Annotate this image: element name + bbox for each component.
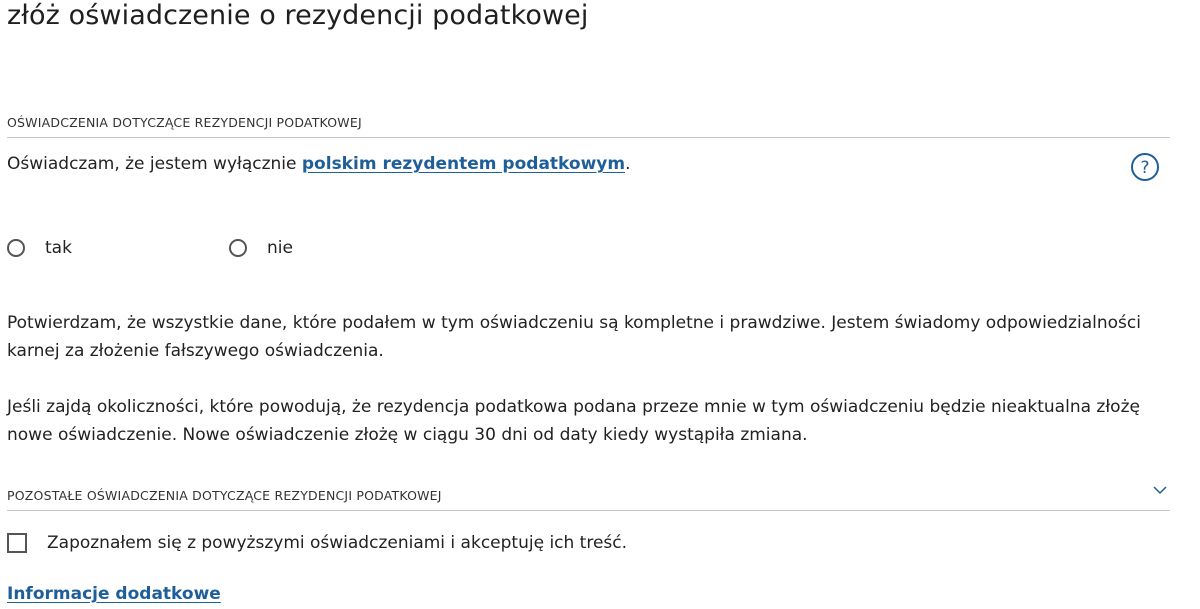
statement-prefix: Oświadczam, że jestem wyłącznie <box>7 154 302 174</box>
confirmation-paragraph-1: Potwierdzam, że wszystkie dane, które podałem w tym oświadczeniu są kompletne i prawdziwe. Jestem świadomy odpowiedzialności karnej za złożenie fałszywego oświadczenia. <box>7 313 1141 361</box>
acceptance-checkbox[interactable] <box>7 533 27 553</box>
svg-text:?: ? <box>1140 158 1150 178</box>
page-title: złóż oświadczenie o rezydencji podatkowej <box>7 0 589 31</box>
acceptance-label: Zapoznałem się z powyższymi oświadczeniami i akceptuję ich treść. <box>47 533 628 553</box>
radio-button[interactable] <box>7 239 25 257</box>
section-header-tax-residency: OŚWIADCZENIA DOTYCZĄCE REZYDENCJI PODATKOWEJ <box>7 115 1170 138</box>
section-header-other-statements[interactable] <box>7 488 1170 511</box>
polish-tax-resident-link[interactable]: polskim rezydentem podatkowym <box>301 154 626 174</box>
radio-label: tak <box>45 238 72 258</box>
question-circle-icon[interactable] <box>1130 152 1160 182</box>
chevron-down-icon[interactable] <box>1152 482 1168 498</box>
statement-suffix: . <box>625 154 631 174</box>
residency-statement <box>7 154 630 174</box>
section-header-label: POZOSTAŁE OŚWIADCZENIA DOTYCZĄCE REZYDENCJI PODATKOWEJ <box>7 488 442 503</box>
radio-option-nie[interactable] <box>229 238 293 258</box>
additional-info-link[interactable]: Informacje dodatkowe <box>7 584 221 604</box>
acceptance-checkbox-row[interactable] <box>7 533 627 553</box>
radio-option-tak[interactable] <box>7 238 72 258</box>
radio-button[interactable] <box>229 239 247 257</box>
radio-label: nie <box>267 238 293 258</box>
confirmation-paragraph-2: Jeśli zajdą okoliczności, które powodują, że rezydencja podatkowa podana przeze mnie w tym oświadczeniu będzie nieaktualna złożę nowe oświadczenie. Nowe oświadczenie złożę w ciągu 30 dni od daty kiedy wystąpiła zmiana. <box>7 397 1140 445</box>
